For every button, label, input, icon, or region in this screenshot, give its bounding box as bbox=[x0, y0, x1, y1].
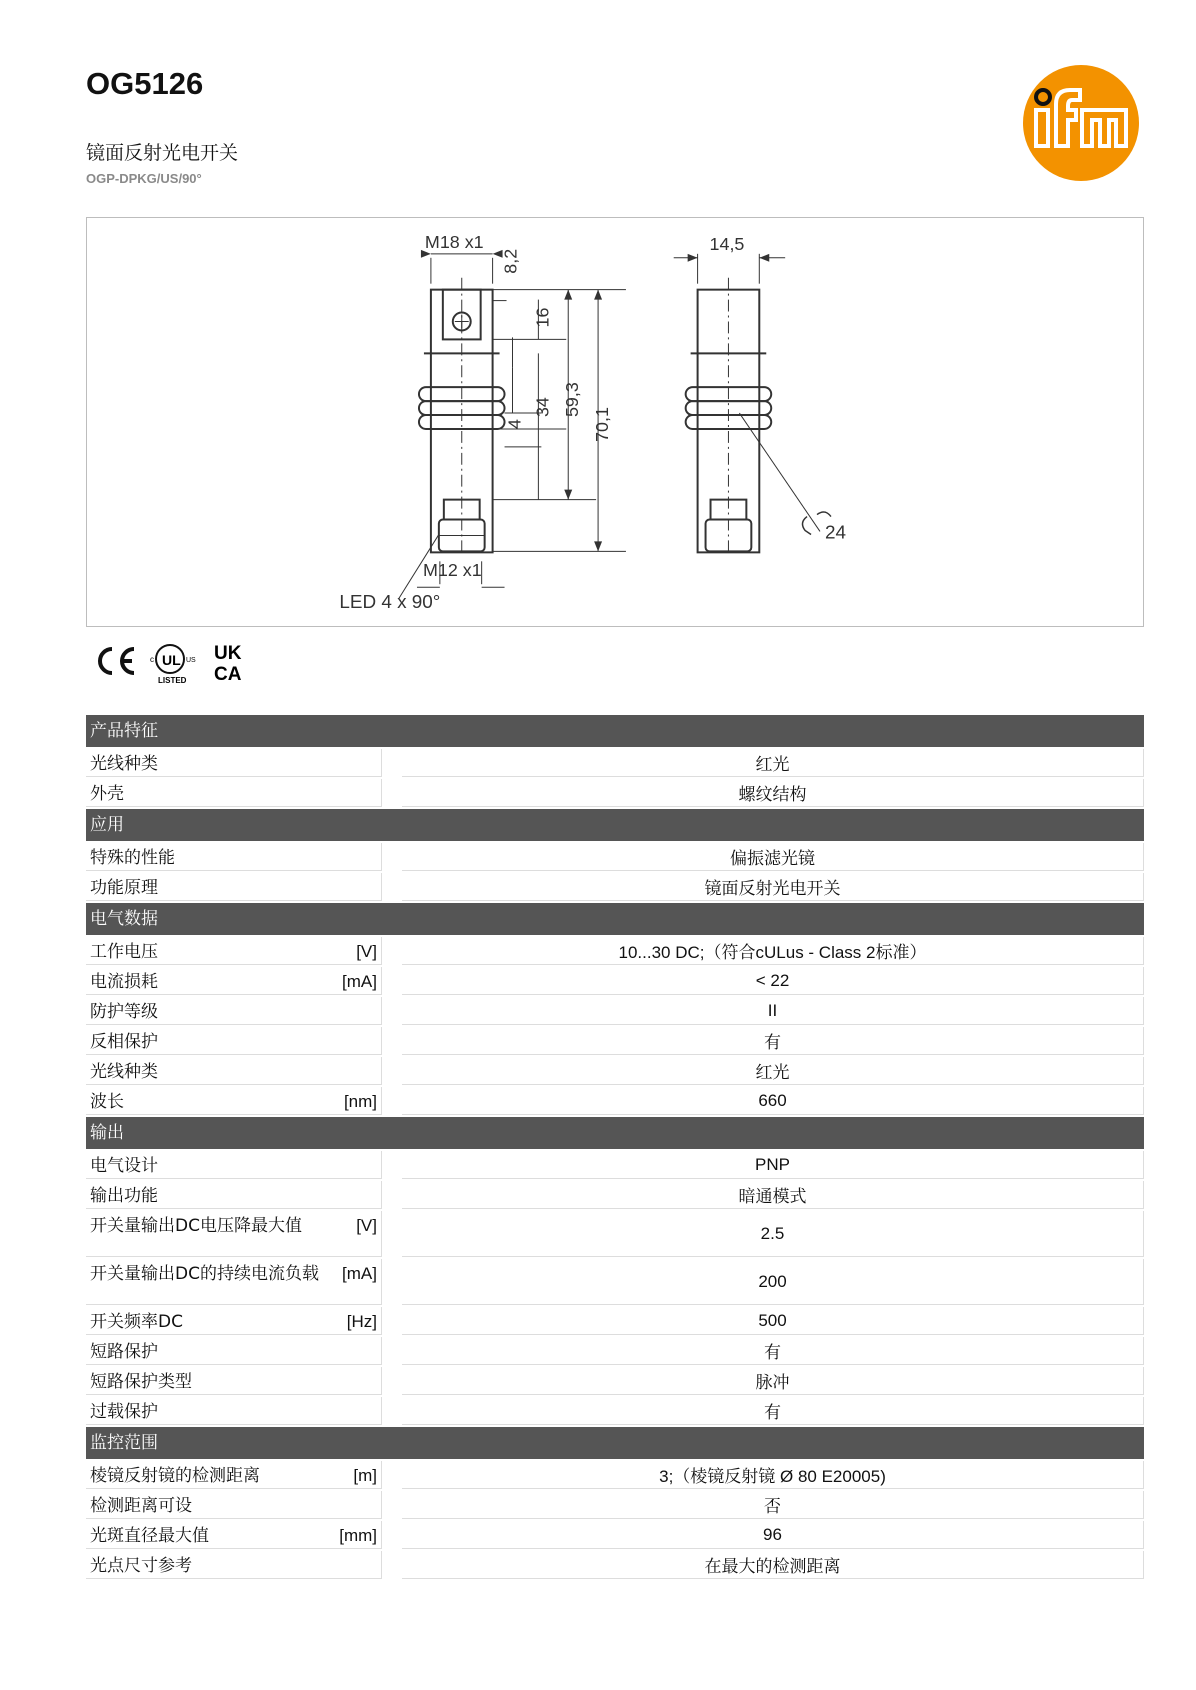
spec-label-cell bbox=[86, 1087, 382, 1115]
spec-row bbox=[86, 1087, 1144, 1115]
spec-label: 电流损耗 bbox=[90, 972, 158, 992]
product-code: OGP-DPKG/US/90° bbox=[86, 171, 202, 186]
spec-label: 检测距离可设 bbox=[90, 1496, 192, 1516]
product-subtitle: 镜面反射光电开关 bbox=[86, 142, 239, 164]
section-header: 应用 bbox=[86, 809, 1144, 841]
spec-label: 特殊的性能 bbox=[90, 848, 175, 868]
spec-unit: [V] bbox=[356, 942, 377, 961]
certification-marks bbox=[92, 637, 262, 687]
spec-row bbox=[86, 749, 1144, 777]
ukca-mark-icon bbox=[214, 643, 242, 685]
spec-row bbox=[86, 1521, 1144, 1549]
spec-value: 螺纹结构 bbox=[402, 779, 1144, 807]
spec-value: 暗通模式 bbox=[402, 1181, 1144, 1209]
spec-label: 反相保护 bbox=[90, 1032, 158, 1052]
svg-text:LISTED: LISTED bbox=[158, 676, 187, 685]
spec-unit: [Hz] bbox=[346, 1312, 377, 1331]
spec-row bbox=[86, 873, 1144, 901]
spec-unit bbox=[371, 877, 377, 900]
spec-table bbox=[86, 713, 1144, 1579]
svg-text:UK: UK bbox=[214, 643, 242, 664]
spec-value: 96 bbox=[402, 1521, 1144, 1549]
spec-value: 红光 bbox=[402, 749, 1144, 777]
spec-row bbox=[86, 1027, 1144, 1055]
spec-value: 3;（棱镜反射镜 Ø 80 E20005) bbox=[402, 1461, 1144, 1489]
section-header: 产品特征 bbox=[86, 715, 1144, 747]
dimension-drawing bbox=[86, 217, 1144, 627]
spec-value: 200 bbox=[402, 1259, 1144, 1305]
spec-label: 输出功能 bbox=[90, 1186, 158, 1206]
spec-label: 光点尺寸参考 bbox=[90, 1556, 192, 1576]
spec-label-cell bbox=[86, 1027, 382, 1055]
spec-value: 有 bbox=[402, 1027, 1144, 1055]
spec-value: 脉冲 bbox=[402, 1367, 1144, 1395]
spec-label: 短路保护 bbox=[90, 1342, 158, 1362]
spec-row bbox=[86, 843, 1144, 871]
dim-thread-top: M18 x1 bbox=[424, 231, 484, 252]
spec-value: 镜面反射光电开关 bbox=[402, 873, 1144, 901]
spec-unit: [m] bbox=[353, 1466, 377, 1485]
spec-label: 光线种类 bbox=[90, 754, 158, 774]
ifm-logo bbox=[1022, 64, 1140, 182]
spec-row bbox=[86, 1461, 1144, 1489]
dim-8-2: 8,2 bbox=[500, 248, 521, 274]
spec-row bbox=[86, 1211, 1144, 1257]
spec-unit bbox=[371, 1001, 377, 1024]
spec-unit bbox=[371, 1061, 377, 1084]
spec-label-cell bbox=[86, 779, 382, 807]
spec-value: 偏振滤光镜 bbox=[402, 843, 1144, 871]
dim-16: 16 bbox=[532, 307, 553, 328]
spec-row bbox=[86, 1491, 1144, 1519]
spec-row bbox=[86, 997, 1144, 1025]
spec-value: 在最大的检测距离 bbox=[402, 1551, 1144, 1579]
section-header: 电气数据 bbox=[86, 903, 1144, 935]
svg-text:CA: CA bbox=[214, 664, 242, 685]
spec-unit bbox=[371, 1185, 377, 1208]
dim-4: 4 bbox=[504, 418, 525, 429]
spec-row bbox=[86, 779, 1144, 807]
spec-label: 光线种类 bbox=[90, 1062, 158, 1082]
spec-unit: [mm] bbox=[339, 1526, 377, 1545]
spec-label: 工作电压 bbox=[90, 942, 158, 962]
svg-text:UL: UL bbox=[162, 652, 181, 668]
spec-label: 棱镜反射镜的检测距离 bbox=[90, 1466, 260, 1486]
section-header: 输出 bbox=[86, 1117, 1144, 1149]
spec-unit: [mA] bbox=[342, 972, 377, 991]
spec-unit bbox=[371, 753, 377, 776]
spec-value: < 22 bbox=[402, 967, 1144, 995]
spec-label: 开关量输出DC电压降最大值 bbox=[90, 1216, 302, 1236]
spec-label: 防护等级 bbox=[90, 1002, 158, 1022]
svg-text:US: US bbox=[186, 657, 196, 664]
spec-row bbox=[86, 937, 1144, 965]
spec-row bbox=[86, 1057, 1144, 1085]
dim-led: LED 4 x 90° bbox=[339, 592, 441, 614]
spec-value: 660 bbox=[402, 1087, 1144, 1115]
spec-row bbox=[86, 1397, 1144, 1425]
spec-unit bbox=[371, 1371, 377, 1394]
spec-label-cell bbox=[86, 1211, 382, 1257]
spec-value: 有 bbox=[402, 1397, 1144, 1425]
dim-34: 34 bbox=[532, 397, 553, 418]
spec-row bbox=[86, 1307, 1144, 1335]
spec-label: 开关频率DC bbox=[90, 1312, 183, 1332]
spec-unit bbox=[371, 783, 377, 806]
spec-label-cell bbox=[86, 749, 382, 777]
culus-listed-icon bbox=[150, 645, 196, 685]
spec-row bbox=[86, 1151, 1144, 1179]
spec-row bbox=[86, 1181, 1144, 1209]
spec-value: 否 bbox=[402, 1491, 1144, 1519]
dim-width: 14,5 bbox=[709, 233, 745, 254]
spec-row bbox=[86, 1367, 1144, 1395]
spec-label-cell bbox=[86, 997, 382, 1025]
section-header: 监控范围 bbox=[86, 1427, 1144, 1459]
spec-unit: [V] bbox=[356, 1216, 377, 1235]
spec-label: 电气设计 bbox=[90, 1156, 158, 1176]
spec-row bbox=[86, 1551, 1144, 1579]
spec-label-cell bbox=[86, 937, 382, 965]
spec-label-cell bbox=[86, 1307, 382, 1335]
product-title: OG5126 bbox=[86, 66, 204, 101]
dim-wrench: 24 bbox=[824, 522, 846, 544]
spec-unit bbox=[371, 1401, 377, 1424]
spec-label-cell bbox=[86, 1551, 382, 1579]
spec-unit bbox=[371, 1155, 377, 1178]
spec-unit bbox=[371, 1031, 377, 1054]
spec-unit bbox=[371, 1341, 377, 1364]
spec-value: PNP bbox=[402, 1151, 1144, 1179]
spec-unit bbox=[371, 847, 377, 870]
spec-label-cell bbox=[86, 1181, 382, 1209]
spec-label: 过载保护 bbox=[90, 1402, 158, 1422]
dim-thread-bottom: M12 x1 bbox=[422, 560, 482, 581]
spec-label-cell bbox=[86, 1337, 382, 1365]
spec-unit bbox=[371, 1555, 377, 1578]
spec-label-cell bbox=[86, 967, 382, 995]
spec-label-cell bbox=[86, 1151, 382, 1179]
spec-label: 功能原理 bbox=[90, 878, 158, 898]
spec-label-cell bbox=[86, 873, 382, 901]
dim-70-1: 70,1 bbox=[592, 407, 613, 442]
svg-text:c: c bbox=[150, 655, 154, 664]
dim-59-3: 59,3 bbox=[562, 382, 583, 418]
spec-row bbox=[86, 967, 1144, 995]
spec-label-cell bbox=[86, 1057, 382, 1085]
spec-row bbox=[86, 1259, 1144, 1305]
ce-mark-icon bbox=[100, 649, 134, 673]
spec-label: 外壳 bbox=[90, 784, 124, 804]
spec-value: II bbox=[402, 997, 1144, 1025]
spec-row bbox=[86, 1337, 1144, 1365]
spec-value: 2.5 bbox=[402, 1211, 1144, 1257]
spec-label: 开关量输出DC的持续电流负载 bbox=[90, 1264, 319, 1284]
spec-value: 500 bbox=[402, 1307, 1144, 1335]
spec-unit bbox=[371, 1495, 377, 1518]
spec-value: 有 bbox=[402, 1337, 1144, 1365]
spec-unit: [nm] bbox=[343, 1092, 377, 1111]
spec-label: 短路保护类型 bbox=[90, 1372, 192, 1392]
spec-label-cell bbox=[86, 1397, 382, 1425]
spec-label-cell bbox=[86, 1461, 382, 1489]
spec-label: 波长 bbox=[90, 1092, 124, 1112]
spec-label-cell bbox=[86, 1521, 382, 1549]
spec-label-cell bbox=[86, 1367, 382, 1395]
spec-label-cell bbox=[86, 843, 382, 871]
spec-value: 10...30 DC;（符合cULus - Class 2标准） bbox=[402, 937, 1144, 965]
spec-label: 光斑直径最大值 bbox=[90, 1526, 209, 1546]
spec-label-cell bbox=[86, 1491, 382, 1519]
spec-value: 红光 bbox=[402, 1057, 1144, 1085]
spec-label-cell bbox=[86, 1259, 382, 1305]
spec-unit: [mA] bbox=[342, 1264, 377, 1283]
